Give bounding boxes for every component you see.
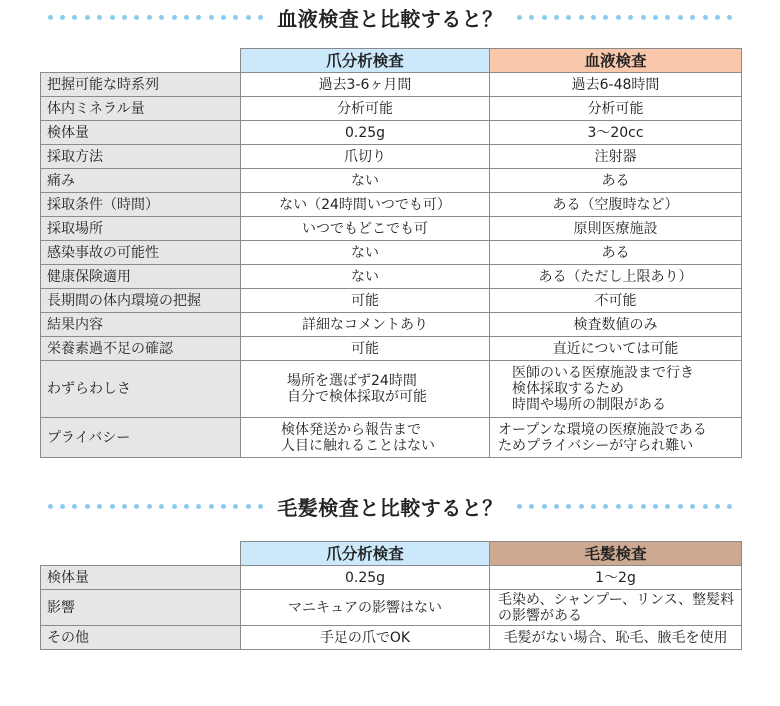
cell-line: 場所を選ばず24時間 [287,373,417,389]
row-label: 健康保険適用 [41,265,241,289]
decorative-dot [60,504,65,509]
nail-analysis-cell: 詳細なコメントあり [241,313,490,337]
decorative-dot [110,15,115,20]
section-title: 毛髪検査と比較すると？ [277,495,503,520]
table-row [41,590,742,626]
header-empty-cell [41,542,241,566]
decorative-dot [172,504,177,509]
decorative-dot [221,15,226,20]
decorative-dot [678,15,683,20]
nail-analysis-header: 爪分析検査 [241,49,490,73]
table-row [41,217,742,241]
comparison-cell: 注射器 [490,145,742,169]
comparison-cell [490,418,742,458]
table-row [41,97,742,121]
decorative-dot [72,504,77,509]
comparison-cell: ある（空腹時など） [490,193,742,217]
decorative-dot [566,15,571,20]
nail-analysis-cell: 可能 [241,289,490,313]
comparison-cell: 不可能 [490,289,742,313]
comparison-cell: 検査数値のみ [490,313,742,337]
decorative-dot [554,504,559,509]
nail-analysis-cell [241,361,490,418]
decorative-dot [591,15,596,20]
row-label: 採取場所 [41,217,241,241]
comparison-cell: ある [490,169,742,193]
row-label: 痛み [41,169,241,193]
decorative-dot [591,504,596,509]
nail-analysis-cell: 手足の爪でOK [241,626,490,650]
decorative-dot [579,504,584,509]
table-row [41,265,742,289]
table-header-row [41,49,742,73]
decorative-dot [703,504,708,509]
decorative-dot [566,504,571,509]
comparison-cell: ある [490,241,742,265]
decorative-dot [233,504,238,509]
row-label: 結果内容 [41,313,241,337]
decorative-dots-left [48,504,264,509]
decorative-dot [653,504,658,509]
decorative-dot [653,15,658,20]
table-row [41,145,742,169]
decorative-dot [529,504,534,509]
decorative-dot [641,504,646,509]
cell-line: 自分で検体採取が可能 [287,389,427,405]
decorative-dot [209,504,214,509]
comparison-cell: ある（ただし上限あり） [490,265,742,289]
decorative-dot [159,504,164,509]
nail-analysis-cell: ない [241,265,490,289]
comparison-cell: 3〜20cc [490,121,742,145]
cell-line: 検体発送から報告まで [281,421,421,438]
row-label: 採取方法 [41,145,241,169]
row-label: 検体量 [41,566,241,590]
nail-analysis-cell: 爪切り [241,145,490,169]
decorative-dot [715,15,720,20]
decorative-dot [665,15,670,20]
decorative-dot [517,15,522,20]
row-label: プライバシー [41,418,241,458]
table-row [41,73,742,97]
decorative-dot [517,504,522,509]
decorative-dot [603,15,608,20]
cell-line: ためプライバシーが守られ難い [498,437,694,454]
decorative-dot [641,15,646,20]
decorative-dot [727,15,732,20]
comparison-cell [490,590,742,626]
decorative-dots-left [48,15,264,20]
decorative-dot [233,15,238,20]
section-title: 血液検査と比較すると？ [277,6,503,31]
decorative-dot [542,15,547,20]
decorative-dot [122,15,127,20]
decorative-dot [221,504,226,509]
table-row [41,626,742,650]
table-row [41,337,742,361]
decorative-dot [48,15,53,20]
decorative-dot [97,15,102,20]
row-label: 影響 [41,590,241,626]
row-label: 体内ミネラル量 [41,97,241,121]
table-row [41,121,742,145]
decorative-dot [715,504,720,509]
decorative-dot [665,504,670,509]
header-empty-cell [41,49,241,73]
table-row [41,289,742,313]
decorative-dot [246,504,251,509]
table-header-row [41,542,742,566]
nail-analysis-cell: 可能 [241,337,490,361]
decorative-dot [628,504,633,509]
table-row [41,313,742,337]
comparison-cell: 過去6-48時間 [490,73,742,97]
cell-line: 検体採取するため [512,381,624,397]
decorative-dot [85,15,90,20]
cell-line: 毛染め、シャンプー、リンス、整髪料 [498,591,735,608]
decorative-dot [616,504,621,509]
table-row [41,193,742,217]
decorative-dots-right [517,15,733,20]
decorative-dot [258,15,263,20]
nail-analysis-cell: ない [241,169,490,193]
decorative-dot [60,15,65,20]
decorative-dot [690,15,695,20]
nail-analysis-cell: マニキュアの影響はない [241,590,490,626]
nail-analysis-cell: ない [241,241,490,265]
comparison-cell: 1〜2g [490,566,742,590]
decorative-dot [184,15,189,20]
decorative-dot [172,15,177,20]
decorative-dots-right [517,504,733,509]
comparison-cell: 分析可能 [490,97,742,121]
decorative-dot [690,504,695,509]
row-label: 把握可能な時系列 [41,73,241,97]
decorative-dot [703,15,708,20]
row-label: 長期間の体内環境の把握 [41,289,241,313]
decorative-dot [184,504,189,509]
decorative-dot [579,15,584,20]
decorative-dot [159,15,164,20]
comparison-cell [490,361,742,418]
decorative-dot [209,15,214,20]
cell-line: 人目に触れることはない [281,437,435,454]
nail-analysis-cell: いつでもどこでも可 [241,217,490,241]
nail-analysis-header: 爪分析検査 [241,542,490,566]
decorative-dot [616,15,621,20]
hair-comparison-heading [0,493,780,519]
comparison-cell: 毛髪がない場合、恥毛、腋毛を使用 [490,626,742,650]
decorative-dot [147,504,152,509]
decorative-dot [85,504,90,509]
row-label: その他 [41,626,241,650]
decorative-dot [678,504,683,509]
nail-analysis-cell: 0.25g [241,121,490,145]
row-label: 採取条件（時間） [41,193,241,217]
hair-comparison-table [40,541,742,650]
comparison-cell: 原則医療施設 [490,217,742,241]
table-row [41,241,742,265]
cell-line: 時間や場所の制限がある [512,397,666,413]
row-label: わずらわしさ [41,361,241,418]
decorative-dot [529,15,534,20]
decorative-dot [110,504,115,509]
cell-line: オープンな環境の医療施設である [498,421,707,438]
row-label: 検体量 [41,121,241,145]
table-row [41,566,742,590]
decorative-dot [196,15,201,20]
nail-analysis-cell: 分析可能 [241,97,490,121]
cell-line: の影響がある [498,607,582,624]
decorative-dot [134,504,139,509]
nail-analysis-cell: 0.25g [241,566,490,590]
nail-analysis-cell [241,418,490,458]
table-row [41,418,742,458]
table-row [41,361,742,418]
decorative-dot [196,504,201,509]
row-label: 感染事故の可能性 [41,241,241,265]
decorative-dot [122,504,127,509]
decorative-dot [603,504,608,509]
decorative-dot [134,15,139,20]
decorative-dot [246,15,251,20]
row-label: 栄養素過不足の確認 [41,337,241,361]
nail-analysis-cell: ない（24時間いつでも可） [241,193,490,217]
decorative-dot [554,15,559,20]
table-row [41,169,742,193]
comparison-cell: 直近については可能 [490,337,742,361]
decorative-dot [147,15,152,20]
blood-comparison-heading [0,4,780,30]
decorative-dot [72,15,77,20]
hair-test-header: 毛髪検査 [490,542,742,566]
decorative-dot [628,15,633,20]
nail-analysis-cell: 過去3-6ヶ月間 [241,73,490,97]
decorative-dot [542,504,547,509]
blood-test-header: 血液検査 [490,49,742,73]
blood-comparison-table [40,48,742,458]
decorative-dot [48,504,53,509]
decorative-dot [258,504,263,509]
decorative-dot [97,504,102,509]
cell-line: 医師のいる医療施設まで行き [512,365,694,381]
decorative-dot [727,504,732,509]
